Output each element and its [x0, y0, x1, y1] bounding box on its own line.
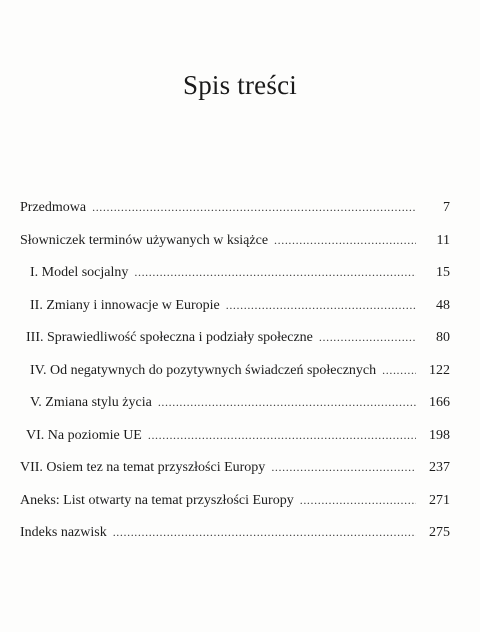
- toc-entry-page: 80: [436, 330, 450, 345]
- toc-entry-index: [20, 525, 450, 558]
- toc-entry-page: 15: [436, 265, 450, 280]
- dot-leader: [319, 330, 416, 345]
- dot-leader: [134, 265, 416, 280]
- dot-leader: [271, 460, 416, 475]
- toc-entry-page: 237: [429, 460, 450, 475]
- toc-entry-label: Aneks: List otwarty na temat przyszłości Europy: [20, 492, 294, 508]
- toc-entry-label: I. Model socjalny: [30, 265, 129, 280]
- dot-leader: [92, 200, 416, 215]
- dot-leader: [113, 525, 416, 540]
- toc-entry-label: II. Zmiany i innowacje w Europie: [30, 297, 220, 313]
- page-title: Spis treści: [183, 70, 297, 100]
- toc-entry-label: III. Sprawiedliwość społeczna i podziały społeczne: [26, 330, 313, 345]
- toc-entry-page: 48: [436, 297, 450, 313]
- toc-entry-chapter-5: [20, 395, 450, 428]
- toc-entry-page: 275: [429, 525, 450, 540]
- toc-entry-chapter-3: [20, 330, 450, 363]
- dot-leader: [274, 233, 416, 248]
- toc-entry-chapter-6: [20, 428, 450, 461]
- toc-entry-page: 166: [429, 395, 450, 410]
- toc-entry-page: 7: [443, 200, 450, 215]
- toc-entry-page: 198: [429, 427, 450, 443]
- toc-entry-label: Przedmowa: [20, 200, 87, 215]
- table-of-contents: [20, 200, 450, 558]
- dot-leader: [382, 363, 416, 378]
- toc-entry-chapter-7: [20, 460, 450, 493]
- toc-entry-page: 271: [429, 492, 450, 508]
- toc-entry-label: VI. Na poziomie UE: [26, 427, 142, 443]
- toc-entry-label: Indeks nazwisk: [20, 525, 107, 540]
- dot-leader: [226, 298, 416, 313]
- toc-entry-chapter-1: [20, 265, 450, 298]
- toc-entry-page: 11: [436, 232, 450, 248]
- toc-entry-preface: [20, 200, 450, 233]
- dot-leader: [300, 493, 416, 508]
- toc-entry-label: V. Zmiana stylu życia: [30, 395, 152, 410]
- toc-entry-label: IV. Od negatywnych do pozytywnych świadczeń społecznych: [30, 362, 377, 378]
- toc-entry-label: Słowniczek terminów używanych w książce: [20, 232, 269, 248]
- toc-entry-chapter-2: [20, 298, 450, 331]
- dot-leader: [158, 395, 416, 410]
- toc-entry-label: VII. Osiem tez na temat przyszłości Europy: [20, 460, 266, 475]
- toc-entry-glossary: [20, 233, 450, 266]
- dot-leader: [148, 428, 416, 443]
- toc-entry-page: 122: [429, 362, 450, 378]
- toc-entry-appendix: [20, 493, 450, 526]
- toc-entry-chapter-4: [20, 363, 450, 396]
